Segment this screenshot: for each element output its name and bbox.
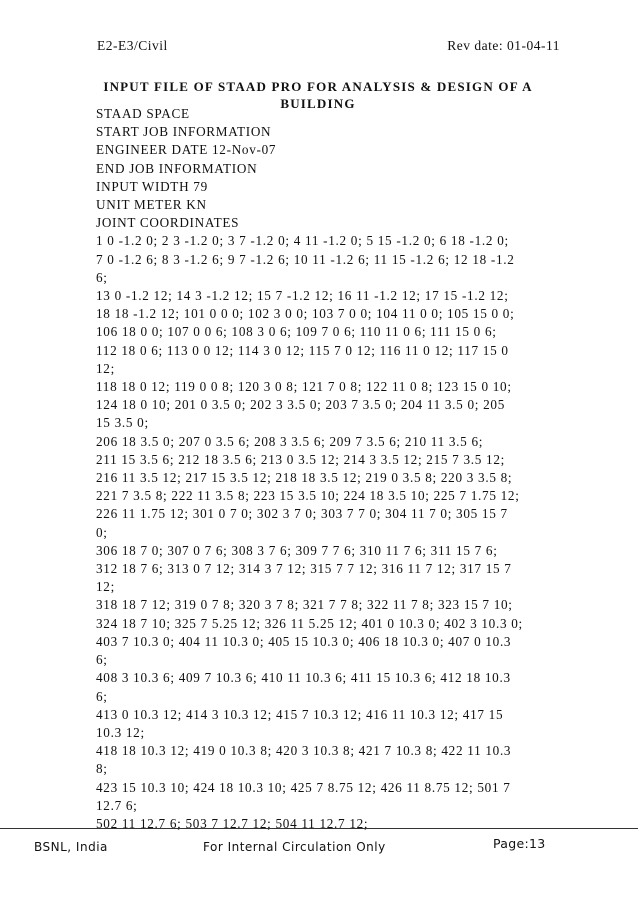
- footer-divider: [0, 828, 638, 829]
- listing-line: JOINT COORDINATES: [96, 215, 240, 231]
- listing-line: 15 3.5 0;: [96, 415, 149, 431]
- listing-line: UNIT METER KN: [96, 197, 207, 213]
- listing-line: 403 7 10.3 0; 404 11 10.3 0; 405 15 10.3 0; 406 18 10.3 0; 407 0 10.3: [96, 633, 512, 649]
- listing-line: 13 0 -1.2 12; 14 3 -1.2 12; 15 7 -1.2 12; 16 11 -1.2 12; 17 15 -1.2 12;: [96, 288, 509, 304]
- listing-line: 211 15 3.5 6; 212 18 3.5 6; 213 0 3.5 12; 214 3 3.5 12; 215 7 3.5 12;: [96, 451, 506, 467]
- listing-line: 106 18 0 0; 107 0 0 6; 108 3 0 6; 109 7 0 6; 110 11 0 6; 111 15 0 6;: [96, 324, 497, 340]
- listing-line: 206 18 3.5 0; 207 0 3.5 6; 208 3 3.5 6; 209 7 3.5 6; 210 11 3.5 6;: [96, 433, 484, 449]
- listing-line: 12;: [96, 360, 115, 376]
- listing-line: 112 18 0 6; 113 0 0 12; 114 3 0 12; 115 7 0 12; 116 11 0 12; 117 15 0: [96, 342, 509, 358]
- listing-line: 418 18 10.3 12; 419 0 10.3 8; 420 3 10.3 8; 421 7 10.3 8; 422 11 10.3: [96, 743, 512, 759]
- listing-line: 18 18 -1.2 12; 101 0 0 0; 102 3 0 0; 103 7 0 0; 104 11 0 0; 105 15 0 0;: [96, 306, 515, 322]
- listing-line: 12.7 6;: [96, 797, 138, 813]
- listing-line: 1 0 -1.2 0; 2 3 -1.2 0; 3 7 -1.2 0; 4 11 -1.2 0; 5 15 -1.2 0; 6 18 -1.2 0;: [96, 233, 509, 249]
- footer-org: BSNL, India: [34, 840, 108, 854]
- listing-line: INPUT WIDTH 79: [96, 178, 208, 194]
- listing-line: 124 18 0 10; 201 0 3.5 0; 202 3 3.5 0; 203 7 3.5 0; 204 11 3.5 0; 205: [96, 397, 506, 413]
- listing-line: 423 15 10.3 10; 424 18 10.3 10; 425 7 8.75 12; 426 11 8.75 12; 501 7: [96, 779, 511, 795]
- listing-line: 312 18 7 6; 313 0 7 12; 314 3 7 12; 315 7 7 12; 316 11 7 12; 317 15 7: [96, 561, 512, 577]
- listing-line: END JOB INFORMATION: [96, 160, 258, 176]
- listing-line: 10.3 12;: [96, 724, 145, 740]
- listing-line: 216 11 3.5 12; 217 15 3.5 12; 218 18 3.5 12; 219 0 3.5 8; 220 3 3.5 8;: [96, 470, 513, 486]
- listing-line: 0;: [96, 524, 108, 540]
- listing-line: 324 18 7 10; 325 7 5.25 12; 326 11 5.25 12; 401 0 10.3 0; 402 3 10.3 0;: [96, 615, 523, 631]
- listing-line: 221 7 3.5 8; 222 11 3.5 8; 223 15 3.5 10; 224 18 3.5 10; 225 7 1.75 12;: [96, 488, 520, 504]
- listing-line: 502 11 12.7 6; 503 7 12.7 12; 504 11 12.7 12;: [96, 815, 369, 831]
- footer-circulation-note: For Internal Circulation Only: [203, 840, 386, 854]
- listing-line: STAAD SPACE: [96, 106, 190, 121]
- listing-line: 6;: [96, 269, 108, 285]
- listing-line: 226 11 1.75 12; 301 0 7 0; 302 3 7 0; 303 7 7 0; 304 11 7 0; 305 15 7: [96, 506, 508, 522]
- listing-line: ENGINEER DATE 12-Nov-07: [96, 142, 277, 158]
- document-title: INPUT FILE OF STAAD PRO FOR ANALYSIS & DESIGN OF A BUILDING: [103, 79, 533, 111]
- listing-line: 6;: [96, 688, 108, 704]
- page-number: Page:13: [493, 836, 546, 851]
- listing-line: 318 18 7 12; 319 0 7 8; 320 3 7 8; 321 7 7 8; 322 11 7 8; 323 15 7 10;: [96, 597, 513, 613]
- listing-line: 6;: [96, 652, 108, 668]
- staad-input-listing: [96, 105, 546, 833]
- listing-line: 12;: [96, 579, 115, 595]
- listing-line: 306 18 7 0; 307 0 7 6; 308 3 7 6; 309 7 7 6; 310 11 7 6; 311 15 7 6;: [96, 542, 498, 558]
- listing-line: 408 3 10.3 6; 409 7 10.3 6; 410 11 10.3 6; 411 15 10.3 6; 412 18 10.3: [96, 670, 511, 686]
- listing-line: 118 18 0 12; 119 0 0 8; 120 3 0 8; 121 7 0 8; 122 11 0 8; 123 15 0 10;: [96, 379, 512, 395]
- listing-line: START JOB INFORMATION: [96, 124, 272, 140]
- listing-line: 8;: [96, 761, 108, 777]
- listing-line: 413 0 10.3 12; 414 3 10.3 12; 415 7 10.3 12; 416 11 10.3 12; 417 15: [96, 706, 504, 722]
- listing-line: 7 0 -1.2 6; 8 3 -1.2 6; 9 7 -1.2 6; 10 11 -1.2 6; 11 15 -1.2 6; 12 18 -1.2: [96, 251, 515, 267]
- header-doc-id: E2-E3/Civil: [97, 38, 168, 53]
- header-rev-date: Rev date: 01-04-11: [447, 38, 560, 53]
